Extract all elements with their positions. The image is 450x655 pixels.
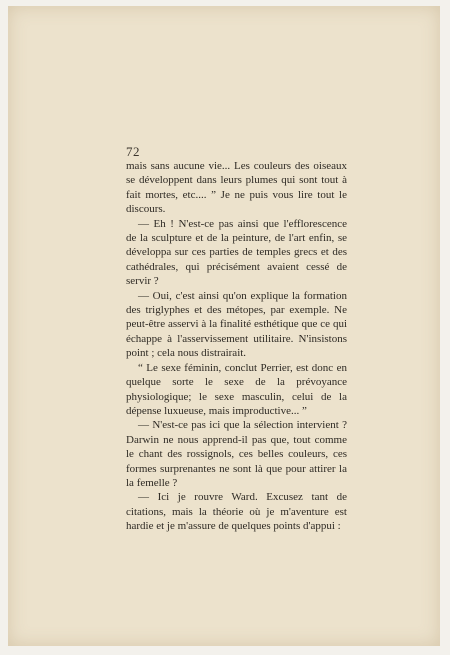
book-page [8,6,440,646]
paragraph: “ Le sexe féminin, conclut Perrier, est donc en quelque sorte le sexe de la prévoyance physiologique; le sexe masculin, celui de la dépense luxueuse, mais improductive... ” [126,361,347,417]
page-number: 72 [126,144,140,159]
paragraph: — Oui, c'est ainsi qu'on explique la formation des triglyphes et des métopes, par exemple. Ne peut-être asservi à la finalité esthétique que ce qui échappe à l'asservissement utilitaire. N'insistons point ; cela nous distrairait. [126,289,347,360]
paragraph: — Ici je rouvre Ward. Excusez tant de citations, mais la théorie où je m'aventure est hardie et je m'assure de quelques points d'appui : [126,491,347,533]
paragraph: mais sans aucune vie... Les couleurs des oiseaux se développent dans leurs plumes qui sont tout à fait mortes, etc.... ” Je ne puis vous lire tout le discours. [126,160,347,216]
paragraph: — N'est-ce pas ici que la sélection intervient ? Darwin ne nous apprend-il pas que, tout comme le chant des rossignols, ces belles couleurs, ces formes surprenantes ne sont là que pour attirer la la femelle ? [126,419,347,489]
paragraph: — Eh ! N'est-ce pas ainsi que l'efflorescence de la sculpture et de la peinture, de l'art enfin, se développa sur ces parties de temples grecs et des cathédrales, qui précisément avaient cessé de servir ? [126,217,347,288]
body-text [126,159,347,534]
